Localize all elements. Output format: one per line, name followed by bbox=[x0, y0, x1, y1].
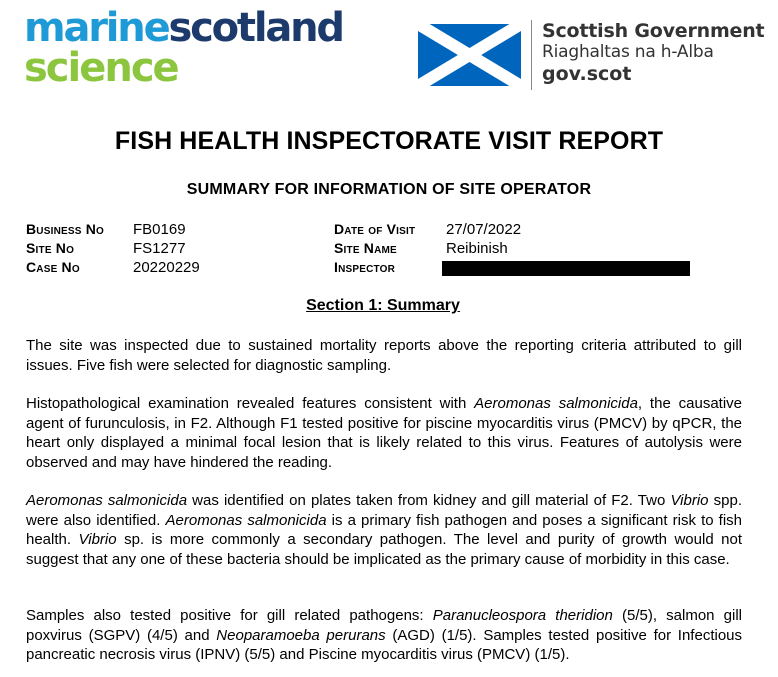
logo-text-gov-scot: gov.scot bbox=[542, 63, 632, 85]
p3-text-f: is a primary fish pathogen and poses a significant risk to fish health. bbox=[26, 511, 743, 549]
summary-paragraph-2 bbox=[26, 394, 742, 472]
date-of-visit-value: 27/07/2022 bbox=[446, 221, 522, 238]
p4-text-e: (AGD) (1/5). Samples tested positive for Infectious pancreatic necrosis virus (IPNV) (5/5) and Piscine myocarditis virus (PMCV) (1/5). bbox=[26, 626, 742, 664]
inspector-redaction-bar bbox=[442, 261, 690, 276]
p4-species-neoparamoeba: Neoparamoeba perurans bbox=[216, 626, 386, 644]
inspector-label: Inspector bbox=[334, 259, 396, 275]
p2-text-a: Histopathological examination revealed features consistent with bbox=[26, 395, 475, 412]
p3-species-aeromonas-1: Aeromonas salmonicida bbox=[26, 492, 188, 509]
logo-text-scottish-government: Scottish Government bbox=[542, 20, 765, 42]
p4-species-paranucleospora: Paranucleospora theridion bbox=[432, 607, 613, 624]
logo-word-science: science bbox=[24, 45, 178, 91]
summary-paragraph-3 bbox=[26, 491, 742, 569]
section-1-heading: Section 1: Summary bbox=[306, 297, 460, 314]
marine-scotland-science-logo bbox=[24, 4, 354, 94]
p3-species-vibrio-2: Vibrio bbox=[78, 531, 117, 549]
site-name-label: Site Name bbox=[334, 240, 397, 256]
p3-species-vibrio-1: Vibrio bbox=[670, 492, 709, 509]
saltire-flag-icon bbox=[418, 24, 521, 86]
p2-text-c: , the causative agent of furunculosis, in F2. Although F1 tested positive for piscine myocarditis virus (PMCV) by qPCR, the heart only displayed a minimal focal lesion that is likely related to this virus. Features of autolysis were observed and may have hindered the reading. bbox=[26, 395, 743, 471]
summary-paragraph-1: The site was inspected due to sustained mortality reports above the reporting criteria attributed to gill issues. Five fish were selected for diagnostic sampling. bbox=[26, 337, 742, 374]
business-no-value: FB0169 bbox=[133, 221, 186, 238]
p4-text-a: Samples also tested positive for gill related pathogens: bbox=[26, 607, 433, 624]
logo-word-marine: marine bbox=[24, 5, 169, 51]
site-no-value: FS1277 bbox=[133, 240, 186, 257]
site-name-value: Reibinish bbox=[446, 240, 508, 257]
p3-species-aeromonas-2: Aeromonas salmonicida bbox=[165, 511, 327, 529]
case-no-label: Case No bbox=[26, 259, 80, 275]
report-title: FISH HEALTH INSPECTORATE VISIT REPORT bbox=[114, 127, 664, 155]
business-no-label: Business No bbox=[26, 221, 104, 237]
report-subtitle: SUMMARY FOR INFORMATION OF SITE OPERATOR bbox=[186, 181, 592, 198]
case-no-value: 20220229 bbox=[133, 259, 200, 276]
logo-text-riaghaltas: Riaghaltas na h-Alba bbox=[542, 42, 714, 62]
p3-text-b: was identified on plates taken from kidney and gill material of F2. Two bbox=[187, 492, 671, 509]
p4-text-c: (5/5), salmon gill poxvirus (SGPV) (4/5) and bbox=[26, 607, 742, 644]
p2-species-aeromonas: Aeromonas salmonicida bbox=[474, 395, 638, 412]
date-of-visit-label: Date of Visit bbox=[334, 221, 416, 237]
p3-text-h: sp. is more commonly a secondary pathogen. The level and purity of growth would not suggest that any one of these bacteria should be implicated as the primary cause of morbidity in this case. bbox=[26, 531, 742, 568]
logo-word-scotland: scotland bbox=[168, 5, 343, 51]
site-no-label: Site No bbox=[26, 240, 75, 256]
scottish-government-logo bbox=[418, 16, 774, 90]
p3-text-d: spp. were also identified. bbox=[26, 492, 743, 529]
logo-divider bbox=[531, 20, 532, 90]
summary-paragraph-4 bbox=[26, 606, 742, 665]
